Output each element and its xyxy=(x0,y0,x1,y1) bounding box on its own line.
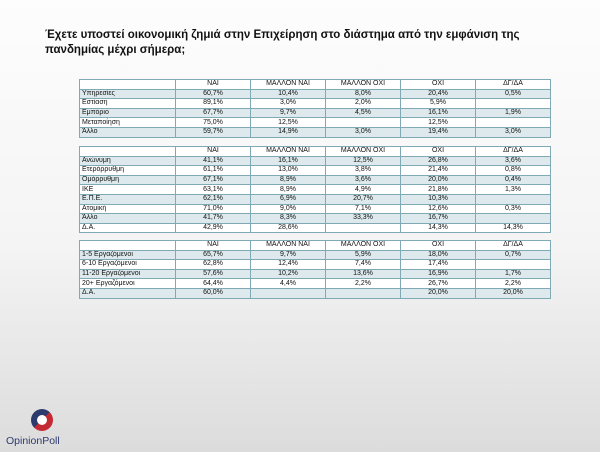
table-cell: 16,1% xyxy=(251,156,326,166)
table-cell: 16,7% xyxy=(401,214,476,224)
table-cell: 12,5% xyxy=(401,118,476,128)
table-cell xyxy=(326,288,401,298)
row-label: Άλλο xyxy=(80,214,176,224)
table-cell: 8,0% xyxy=(326,89,401,99)
table-cell: 1,3% xyxy=(476,185,551,195)
table-cell: 4,9% xyxy=(326,185,401,195)
row-label: Υπηρεσίες xyxy=(80,89,176,99)
table-cell: 8,9% xyxy=(251,175,326,185)
question-title: Έχετε υποστεί οικονομική ζημιά στην Επιχείρηση στο διάστημα από την εμφάνιση της πανδημίας μέχρι σήμερα; xyxy=(45,29,520,56)
table-row xyxy=(80,214,551,224)
table-cell: 8,9% xyxy=(251,185,326,195)
column-header: ΔΓ/ΔΑ xyxy=(476,241,551,251)
column-header: ΜΑΛΛΟΝ ΝΑΙ xyxy=(251,241,326,251)
table-row xyxy=(80,288,551,298)
table-header-row xyxy=(80,147,551,157)
table-cell xyxy=(326,223,401,233)
table-cell: 21,8% xyxy=(401,185,476,195)
table-cell: 16,1% xyxy=(401,108,476,118)
table-cell: 10,2% xyxy=(251,269,326,279)
table-cell: 12,5% xyxy=(251,118,326,128)
table-row xyxy=(80,99,551,109)
column-header: ΝΑΙ xyxy=(176,80,251,90)
table-row xyxy=(80,223,551,233)
column-header: ΔΓ/ΔΑ xyxy=(476,80,551,90)
table-cell: 12,4% xyxy=(251,260,326,270)
row-label: 6-10 Εργαζόμενοι xyxy=(80,260,176,270)
table-cell: 20,4% xyxy=(401,89,476,99)
table-header-row xyxy=(80,241,551,251)
table-cell: 89,1% xyxy=(176,99,251,109)
table-cell: 12,5% xyxy=(326,156,401,166)
table-cell: 20,0% xyxy=(401,288,476,298)
logo-circle-icon xyxy=(31,409,53,431)
table-cell: 28,6% xyxy=(251,223,326,233)
table-row xyxy=(80,118,551,128)
table-header-row xyxy=(80,80,551,90)
table-cell: 41,7% xyxy=(176,214,251,224)
logo-word-poll: Poll xyxy=(42,435,60,447)
table-cell: 6,9% xyxy=(251,194,326,204)
table-cell: 5,9% xyxy=(326,250,401,260)
results-table-sector xyxy=(79,79,551,138)
table-cell: 8,3% xyxy=(251,214,326,224)
table-row xyxy=(80,127,551,137)
table-cell: 60,0% xyxy=(176,288,251,298)
table-cell: 64,4% xyxy=(176,279,251,289)
table-cell xyxy=(476,194,551,204)
table-cell: 3,0% xyxy=(251,99,326,109)
table-cell: 16,9% xyxy=(401,269,476,279)
table-cell: 63,1% xyxy=(176,185,251,195)
table-cell: 0,4% xyxy=(476,175,551,185)
table-row xyxy=(80,185,551,195)
table-cell: 7,1% xyxy=(326,204,401,214)
column-header: ΜΑΛΛΟΝ ΝΑΙ xyxy=(251,147,326,157)
table-cell: 59,7% xyxy=(176,127,251,137)
row-label: 11-20 Εργαζόμενοι xyxy=(80,269,176,279)
table-cell: 12,6% xyxy=(401,204,476,214)
table-cell: 62,8% xyxy=(176,260,251,270)
table-cell: 2,2% xyxy=(476,279,551,289)
table-cell: 4,4% xyxy=(251,279,326,289)
row-label: Ανώνυμη xyxy=(80,156,176,166)
table-cell: 2,2% xyxy=(326,279,401,289)
row-label: Εστίαση xyxy=(80,99,176,109)
column-header: ΜΑΛΛΟΝ ΟΧΙ xyxy=(326,147,401,157)
table-cell: 19,4% xyxy=(401,127,476,137)
row-label: Ε.Π.Ε. xyxy=(80,194,176,204)
table-cell: 60,7% xyxy=(176,89,251,99)
table-cell: 9,0% xyxy=(251,204,326,214)
row-label: Άλλο xyxy=(80,127,176,137)
table-cell: 3,0% xyxy=(476,127,551,137)
table-cell: 0,3% xyxy=(476,204,551,214)
column-header xyxy=(80,241,176,251)
table-cell xyxy=(476,260,551,270)
column-header: ΜΑΛΛΟΝ ΟΧΙ xyxy=(326,241,401,251)
column-header: ΜΑΛΛΟΝ ΝΑΙ xyxy=(251,80,326,90)
row-label: Ατομική xyxy=(80,204,176,214)
row-label: Ετερόρρυθμη xyxy=(80,166,176,176)
table-cell: 13,6% xyxy=(326,269,401,279)
results-table-legal-form xyxy=(79,146,551,233)
table-row xyxy=(80,250,551,260)
table-cell: 0,8% xyxy=(476,166,551,176)
table-cell: 4,5% xyxy=(326,108,401,118)
table-cell: 3,6% xyxy=(326,175,401,185)
table-cell: 26,8% xyxy=(401,156,476,166)
table-cell xyxy=(476,214,551,224)
column-header xyxy=(80,80,176,90)
results-table-employees xyxy=(79,240,551,299)
table-cell: 3,8% xyxy=(326,166,401,176)
column-header xyxy=(80,147,176,157)
table-cell: 41,1% xyxy=(176,156,251,166)
table-cell xyxy=(476,99,551,109)
column-header: ΟΧΙ xyxy=(401,241,476,251)
table-cell: 20,7% xyxy=(326,194,401,204)
row-label: Ομόρρυθμη xyxy=(80,175,176,185)
table-cell: 71,0% xyxy=(176,204,251,214)
table-cell: 21,4% xyxy=(401,166,476,176)
table-cell: 14,9% xyxy=(251,127,326,137)
table-cell xyxy=(476,118,551,128)
row-label: Εμπόριο xyxy=(80,108,176,118)
table-row xyxy=(80,279,551,289)
table-cell: 75,0% xyxy=(176,118,251,128)
table-row xyxy=(80,108,551,118)
table-cell: 14,3% xyxy=(476,223,551,233)
table-cell: 10,4% xyxy=(251,89,326,99)
table-cell: 0,7% xyxy=(476,250,551,260)
table-cell xyxy=(326,118,401,128)
table-row xyxy=(80,260,551,270)
row-label: ΙΚΕ xyxy=(80,185,176,195)
table-cell: 9,7% xyxy=(251,108,326,118)
table-cell: 65,7% xyxy=(176,250,251,260)
column-header: ΔΓ/ΔΑ xyxy=(476,147,551,157)
column-header: ΟΧΙ xyxy=(401,80,476,90)
table-row xyxy=(80,166,551,176)
opinionpoll-logo xyxy=(6,409,96,447)
table-cell: 42,9% xyxy=(176,223,251,233)
row-label: 1-5 Εργαζόμενοι xyxy=(80,250,176,260)
table-cell: 1,9% xyxy=(476,108,551,118)
table-cell: 67,7% xyxy=(176,108,251,118)
logo-text xyxy=(6,435,60,447)
table-cell: 18,0% xyxy=(401,250,476,260)
table-cell: 62,1% xyxy=(176,194,251,204)
row-label: 20+ Εργαζόμενοι xyxy=(80,279,176,289)
table-cell: 3,6% xyxy=(476,156,551,166)
table-cell: 33,3% xyxy=(326,214,401,224)
table-cell: 3,0% xyxy=(326,127,401,137)
table-cell: 26,7% xyxy=(401,279,476,289)
column-header: ΜΑΛΛΟΝ ΟΧΙ xyxy=(326,80,401,90)
column-header: ΟΧΙ xyxy=(401,147,476,157)
column-header: ΝΑΙ xyxy=(176,241,251,251)
table-cell: 13,0% xyxy=(251,166,326,176)
table-cell: 0,5% xyxy=(476,89,551,99)
table-cell: 20,0% xyxy=(401,175,476,185)
logo-word-opinion: Opinion xyxy=(6,435,43,447)
table-row xyxy=(80,175,551,185)
table-cell: 14,3% xyxy=(401,223,476,233)
row-label: Δ.Α. xyxy=(80,288,176,298)
table-cell: 10,3% xyxy=(401,194,476,204)
row-label: Μεταποίηση xyxy=(80,118,176,128)
table-cell: 9,7% xyxy=(251,250,326,260)
table-row xyxy=(80,156,551,166)
table-cell: 20,0% xyxy=(476,288,551,298)
table-cell: 5,9% xyxy=(401,99,476,109)
table-cell: 7,4% xyxy=(326,260,401,270)
table-row xyxy=(80,89,551,99)
row-label: Δ.Α. xyxy=(80,223,176,233)
table-row xyxy=(80,204,551,214)
table-cell: 1,7% xyxy=(476,269,551,279)
table-cell xyxy=(251,288,326,298)
table-row xyxy=(80,269,551,279)
table-row xyxy=(80,194,551,204)
table-cell: 67,1% xyxy=(176,175,251,185)
table-cell: 57,6% xyxy=(176,269,251,279)
table-cell: 17,4% xyxy=(401,260,476,270)
table-cell: 61,1% xyxy=(176,166,251,176)
column-header: ΝΑΙ xyxy=(176,147,251,157)
table-cell: 2,0% xyxy=(326,99,401,109)
